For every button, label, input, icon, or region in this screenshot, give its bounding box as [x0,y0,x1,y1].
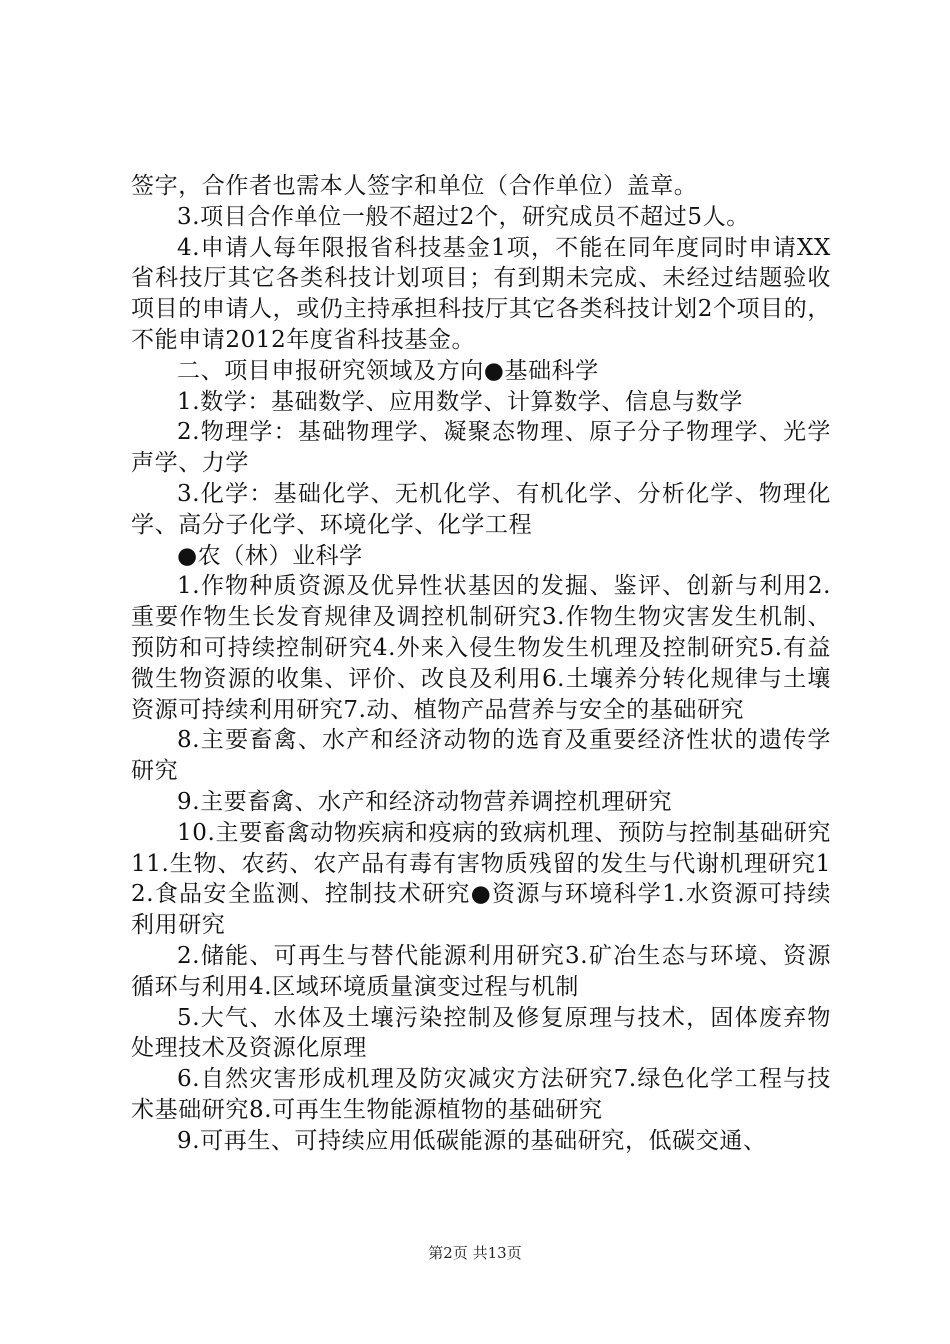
paragraph-15: 6.自然灾害形成机理及防灾减灾方法研究7.绿色化学工程与技术基础研究8.可再生生物能源植物的基础研究 [131,1066,831,1123]
section-heading-2: 二、项目申报研究领域及方向●基础科学 [177,357,599,384]
paragraph-5: 1.数学：基础数学、应用数学、计算数学、信息与数学 [177,388,743,415]
paragraph-14: 5.大气、水体及土壤污染控制及修复原理与技术，固体废弃物处理技术及资源化原理 [131,1004,831,1062]
paragraph-6: 2.物理学：基础物理学、凝聚态物理、原子分子物理学、光学声学、力学 [131,419,831,477]
document-body [131,171,831,1157]
paragraph-2: 3.项目合作单位一般不超过2个，研究成员不超过5人。 [177,203,750,230]
paragraph-7: 3.化学：基础化学、无机化学、有机化学、分析化学、物理化学、高分子化学、环境化学、化学工程 [131,480,831,538]
paragraph-9: 1.作物种质资源及优异性状基因的发掘、鉴评、创新与利用2.重要作物生长发育规律及调控机制研究3.作物生物灾害发生机制、预防和可持续控制研究4.外来入侵生物发生机理及控制研究5.有益微生物资源的收集、评价、改良及利用6.土壤养分转化规律与土壤资源可持续利用研究7.动、植物产品营养与安全的基础研究 [131,573,831,723]
paragraph-11: 9.主要畜禽、水产和经济动物营养调控机理研究 [177,788,673,815]
paragraph-12: 10.主要畜禽动物疾病和疫病的致病机理、预防与控制基础研究11.生物、农药、农产品有毒有害物质残留的发生与代谢机理研究12.食品安全监测、控制技术研究●资源与环境科学1.水资源可持续利用研究 [131,819,831,939]
paragraph-1: 签字，合作者也需本人签字和单位（合作单位）盖章。 [131,173,698,199]
paragraph-16: 9.可再生、可持续应用低碳能源的基础研究，低碳交通、 [177,1127,767,1154]
paragraph-10: 8.主要畜禽、水产和经济动物的选育及重要经济性状的遗传学研究 [131,727,831,785]
paragraph-3: 4.申请人每年限报省科技基金1项，不能在同年度同时申请XX省科技厅其它各类科技计划项目；有到期未完成、未经过结题验收项目的申请人，或仍主持承担科技厅其它各类科技计划2个项目的，不能申请2012年度省科技基金。 [131,234,831,353]
paragraph-13: 2.储能、可再生与替代能源利用研究3.矿冶生态与环境、资源循环与利用4.区域环境质量演变过程与机制 [131,942,831,1000]
subsection-heading-agriculture: ●农（林）业科学 [177,542,363,569]
page-number-label: 第2页 共13页 [428,1244,522,1262]
page-footer [0,1243,950,1263]
